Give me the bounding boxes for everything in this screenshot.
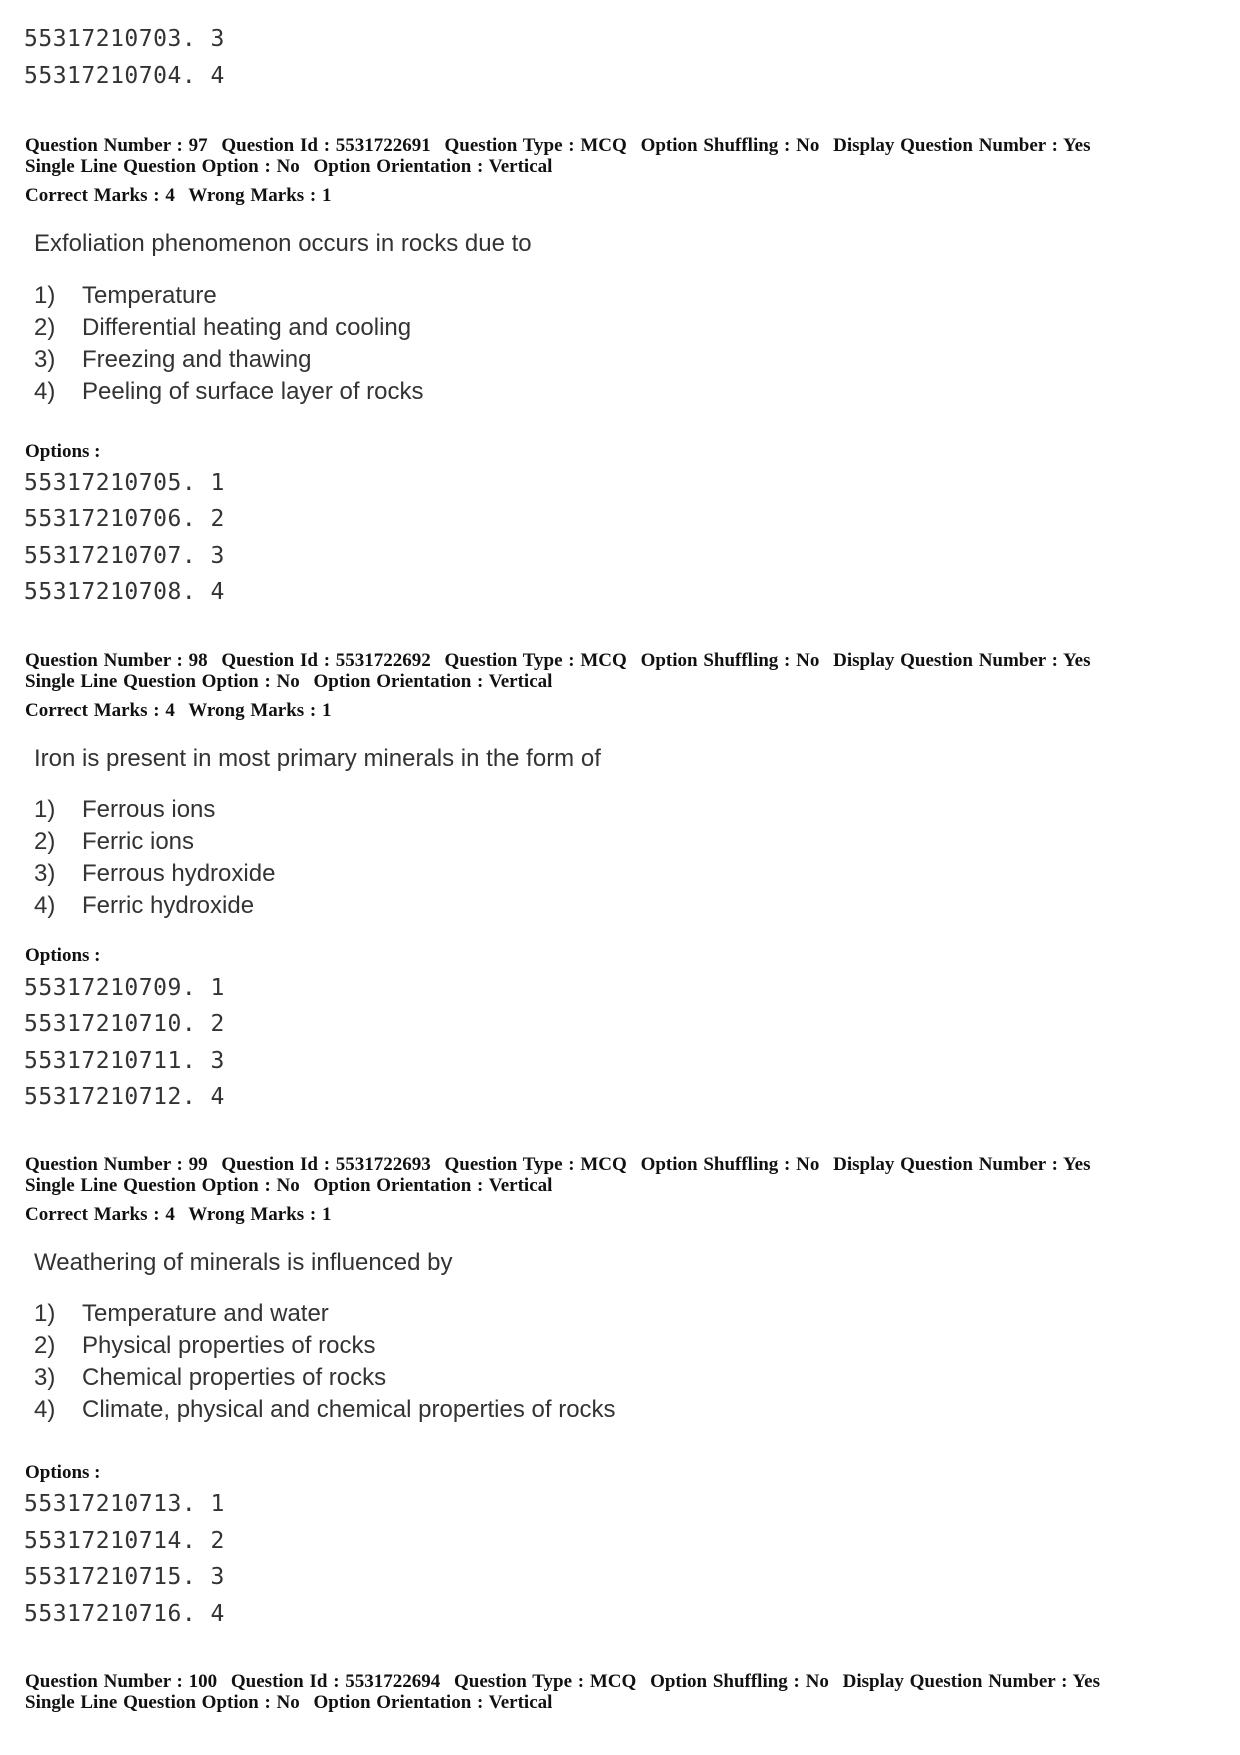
display-question-number: Display Question Number : Yes	[833, 135, 1091, 156]
choice-number: 1)	[34, 282, 56, 309]
correct-marks: Correct Marks : 4	[25, 185, 175, 206]
choice-text: Temperature and water	[82, 1300, 329, 1327]
option-id-line: 55317210707. 3	[24, 543, 225, 569]
question-meta-line-2	[25, 1693, 552, 1712]
question-number: Question Number : 99	[25, 1154, 208, 1175]
single-line-option: Single Line Question Option : No	[25, 1175, 300, 1196]
marks-line	[25, 186, 331, 205]
choice-item	[34, 316, 411, 340]
option-shuffling: Option Shuffling : No	[650, 1671, 829, 1692]
display-question-number: Display Question Number : Yes	[842, 1671, 1100, 1692]
option-shuffling: Option Shuffling : No	[640, 650, 820, 671]
option-id-line: 55317210703. 3	[24, 26, 225, 52]
option-orientation: Option Orientation : Vertical	[313, 1175, 553, 1196]
choice-text: Freezing and thawing	[82, 346, 312, 373]
correct-marks: Correct Marks : 4	[25, 700, 175, 721]
choice-item	[34, 862, 275, 886]
choice-item	[34, 284, 217, 308]
marks-line	[25, 701, 331, 720]
choice-text: Chemical properties of rocks	[82, 1364, 387, 1391]
wrong-marks: Wrong Marks : 1	[188, 700, 332, 721]
option-shuffling: Option Shuffling : No	[640, 135, 820, 156]
choice-number: 2)	[34, 1332, 56, 1359]
question-image-block	[34, 230, 532, 405]
choice-number: 4)	[34, 892, 56, 919]
question-id: Question Id : 5531722692	[221, 650, 431, 671]
question-id: Question Id : 5531722693	[221, 1154, 431, 1175]
option-id-line: 55317210711. 3	[24, 1048, 225, 1074]
option-shuffling: Option Shuffling : No	[640, 1154, 820, 1175]
option-id-line: 55317210709. 1	[24, 975, 225, 1001]
question-meta-line-1	[25, 1155, 1090, 1174]
question-meta-line-2	[25, 1176, 552, 1195]
display-question-number: Display Question Number : Yes	[833, 650, 1091, 671]
choice-number: 2)	[34, 828, 56, 855]
question-type: Question Type : MCQ	[454, 1671, 637, 1692]
choice-number: 3)	[34, 860, 56, 887]
options-label: Options :	[25, 945, 101, 966]
option-id-line: 55317210716. 4	[24, 1601, 225, 1627]
option-id-line: 55317210704. 4	[24, 63, 225, 89]
question-type: Question Type : MCQ	[444, 135, 627, 156]
choice-text: Physical properties of rocks	[82, 1332, 376, 1359]
question-type: Question Type : MCQ	[444, 650, 627, 671]
options-label: Options :	[25, 1462, 101, 1483]
choice-item	[34, 1334, 375, 1358]
question-meta-line-1	[25, 136, 1090, 155]
option-id-line: 55317210714. 2	[24, 1528, 225, 1554]
choice-number: 3)	[34, 1364, 56, 1391]
option-orientation: Option Orientation : Vertical	[313, 671, 553, 692]
choice-item	[34, 1302, 329, 1326]
option-orientation: Option Orientation : Vertical	[313, 1692, 553, 1713]
option-id-line: 55317210706. 2	[24, 506, 225, 532]
question-id: Question Id : 5531722691	[221, 135, 431, 156]
wrong-marks: Wrong Marks : 1	[188, 185, 332, 206]
choice-text: Ferrous ions	[82, 796, 216, 823]
choice-number: 3)	[34, 346, 56, 373]
choice-text: Ferric hydroxide	[82, 892, 255, 919]
choice-item	[34, 798, 215, 822]
single-line-option: Single Line Question Option : No	[25, 1692, 300, 1713]
question-meta-line-1	[25, 1672, 1100, 1691]
question-text: Exfoliation phenomenon occurs in rocks due to	[34, 230, 532, 257]
question-image-block	[34, 1249, 616, 1423]
choice-number: 2)	[34, 314, 56, 341]
choice-text: Climate, physical and chemical properties of rocks	[82, 1396, 616, 1423]
choice-item	[34, 1398, 616, 1422]
question-id: Question Id : 5531722694	[230, 1671, 441, 1692]
question-number: Question Number : 97	[25, 135, 208, 156]
option-id-line: 55317210713. 1	[24, 1491, 225, 1517]
choice-text: Peeling of surface layer of rocks	[82, 378, 424, 405]
question-meta-line-1	[25, 651, 1090, 670]
marks-line	[25, 1205, 331, 1224]
option-id-line: 55317210710. 2	[24, 1011, 225, 1037]
question-meta-line-2	[25, 672, 552, 691]
display-question-number: Display Question Number : Yes	[833, 1154, 1091, 1175]
single-line-option: Single Line Question Option : No	[25, 671, 300, 692]
options-label: Options :	[25, 441, 101, 462]
choice-text: Ferric ions	[82, 828, 195, 855]
question-text: Iron is present in most primary minerals in the form of	[34, 745, 601, 772]
choice-number: 4)	[34, 378, 56, 405]
option-id-line: 55317210715. 3	[24, 1564, 225, 1590]
choice-text: Ferrous hydroxide	[82, 860, 276, 887]
choice-text: Differential heating and cooling	[82, 314, 412, 341]
choice-item	[34, 1366, 386, 1390]
question-number: Question Number : 98	[25, 650, 208, 671]
choice-item	[34, 348, 311, 372]
correct-marks: Correct Marks : 4	[25, 1204, 175, 1225]
question-number: Question Number : 100	[25, 1671, 218, 1692]
question-type: Question Type : MCQ	[444, 1154, 627, 1175]
option-id-line: 55317210708. 4	[24, 579, 225, 605]
choice-number: 4)	[34, 1396, 56, 1423]
choice-text: Temperature	[82, 282, 217, 309]
single-line-option: Single Line Question Option : No	[25, 156, 300, 177]
question-meta-line-2	[25, 157, 552, 176]
choice-item	[34, 380, 424, 404]
wrong-marks: Wrong Marks : 1	[188, 1204, 332, 1225]
question-image-block	[34, 745, 601, 919]
option-id-line: 55317210705. 1	[24, 470, 225, 496]
option-orientation: Option Orientation : Vertical	[313, 156, 553, 177]
option-id-line: 55317210712. 4	[24, 1084, 225, 1110]
choice-item	[34, 894, 254, 918]
choice-number: 1)	[34, 1300, 56, 1327]
choice-number: 1)	[34, 796, 56, 823]
choice-item	[34, 830, 194, 854]
question-text: Weathering of minerals is influenced by	[34, 1249, 453, 1276]
